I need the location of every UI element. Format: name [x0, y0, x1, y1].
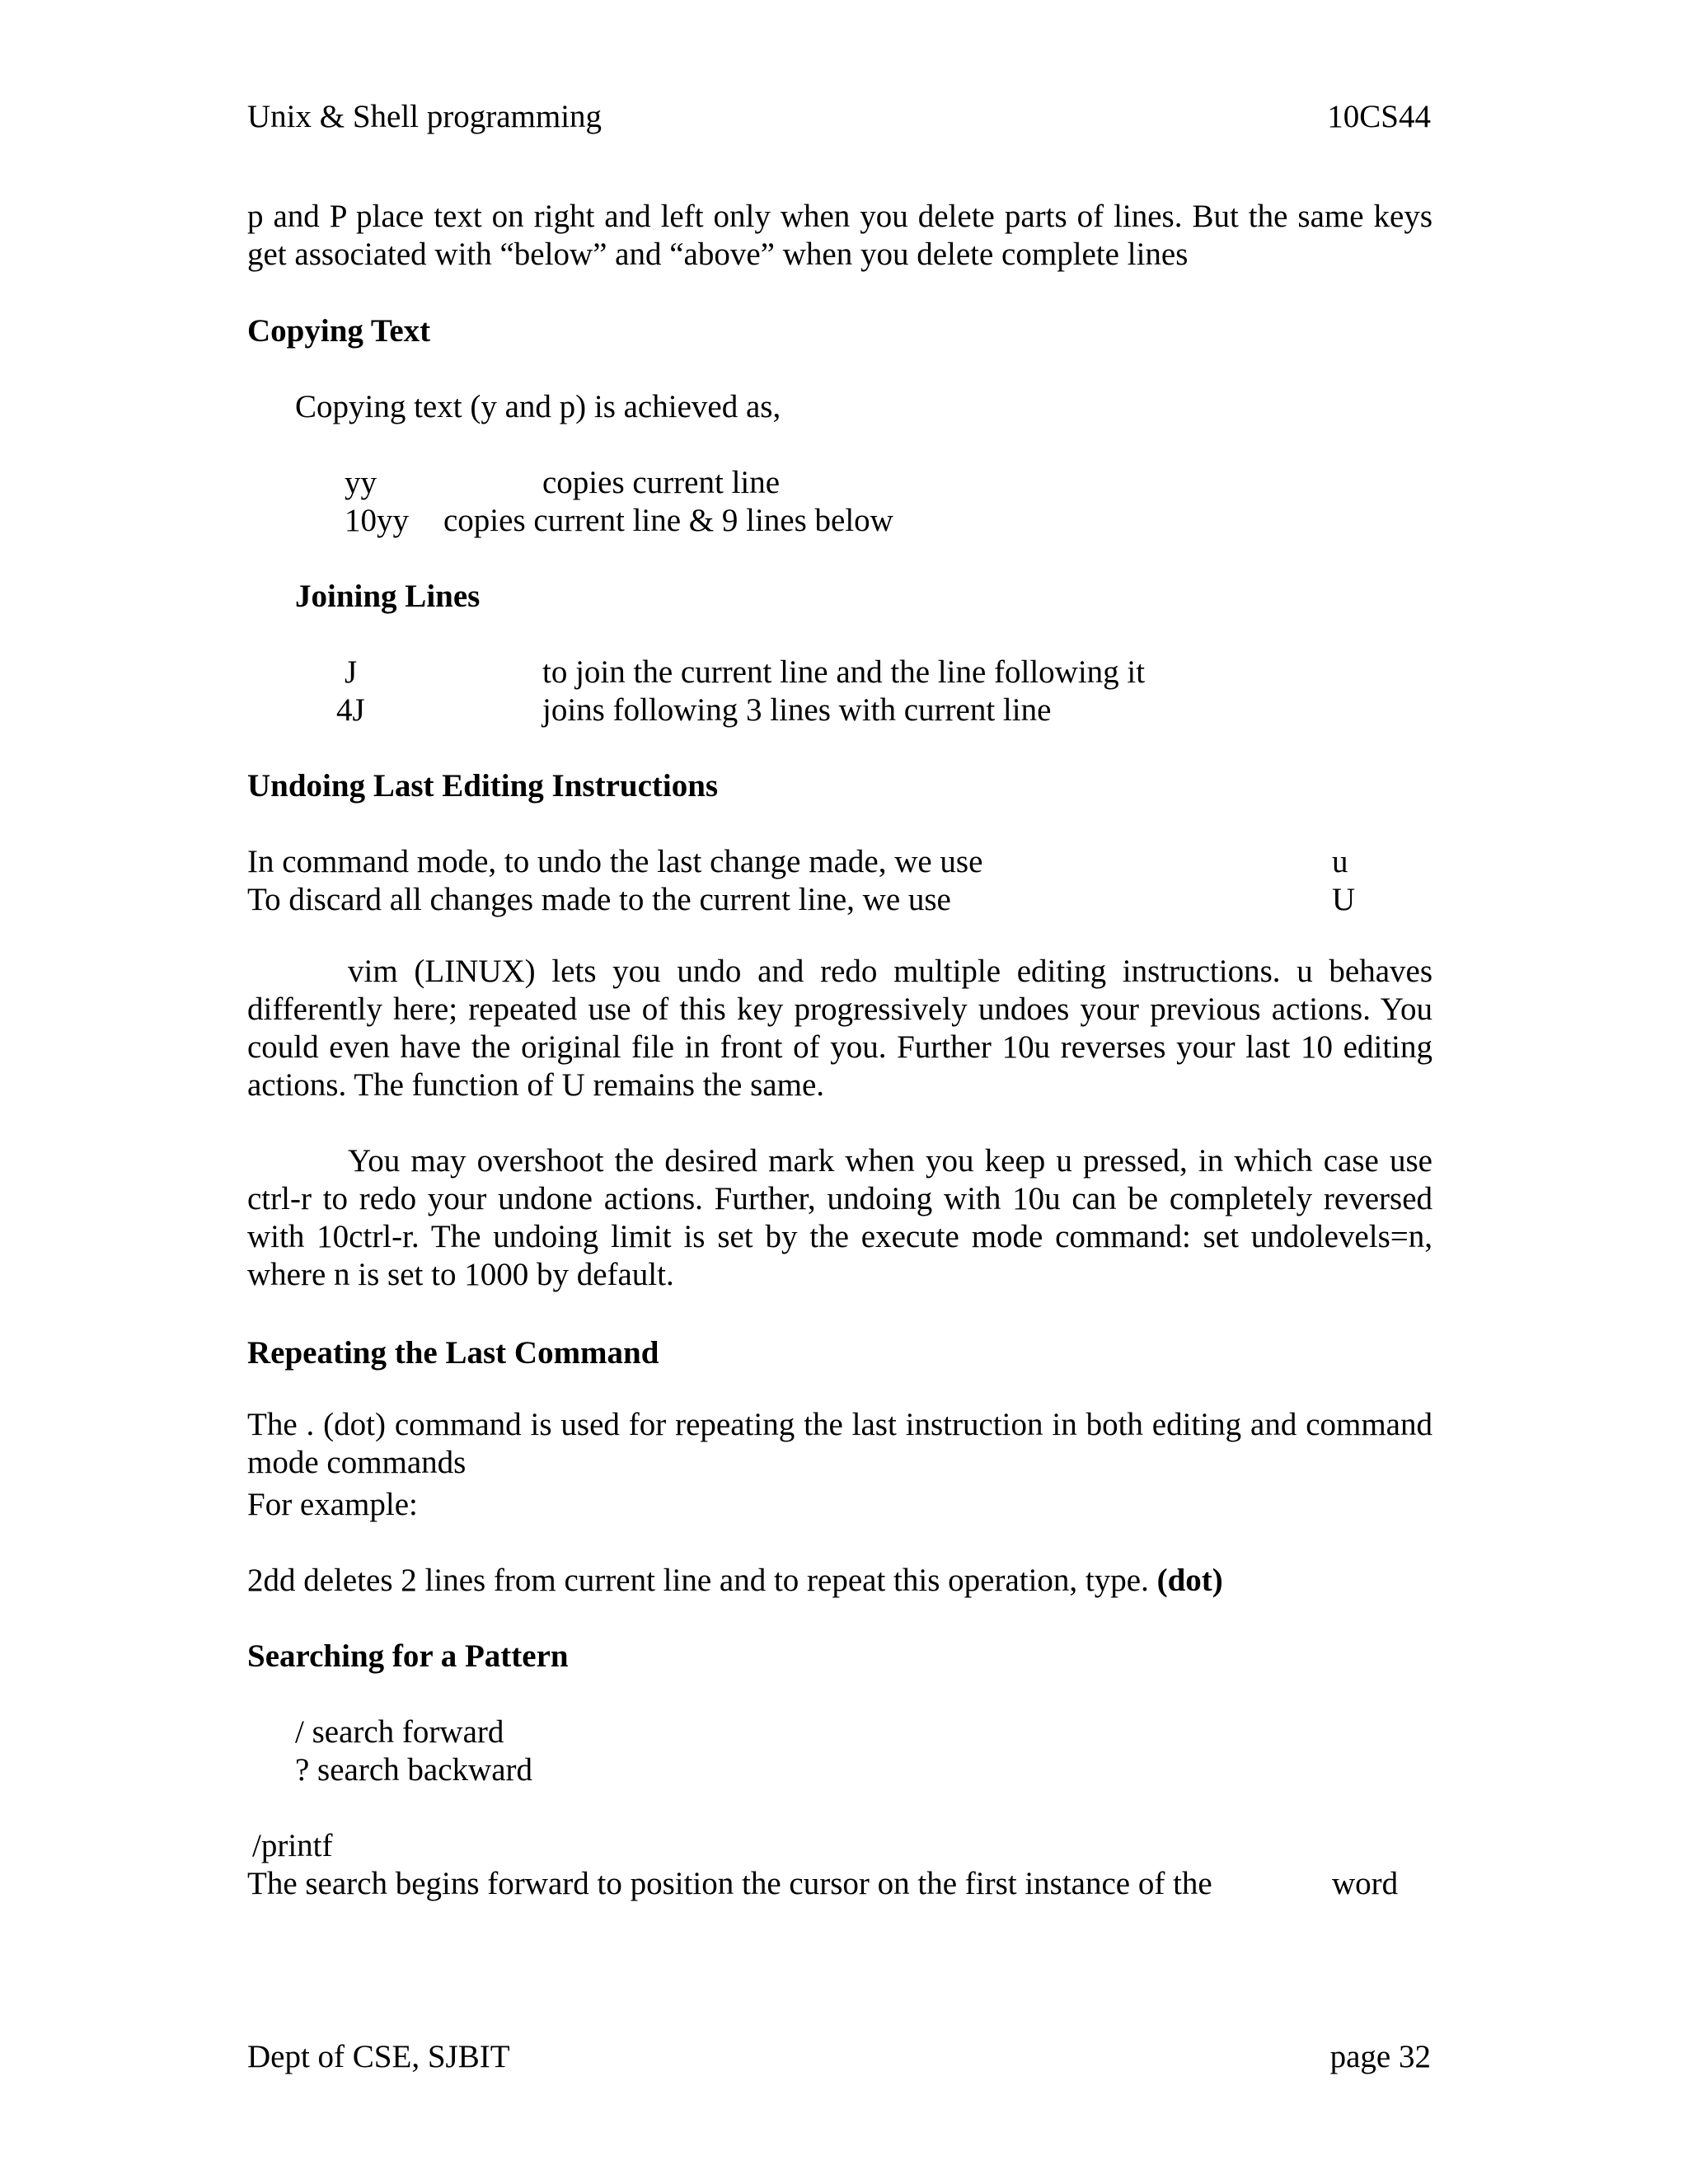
undo-row-text: In command mode, to undo the last change made, we use — [247, 844, 983, 879]
copying-lead: Copying text (y and p) is achieved as, — [295, 389, 781, 424]
section-heading-repeating: Repeating the Last Command — [247, 1335, 659, 1371]
command-key: 4J — [336, 692, 365, 728]
section-heading-undoing: Undoing Last Editing Instructions — [247, 768, 719, 804]
footer-department: Dept of CSE, SJBIT — [247, 2039, 510, 2074]
repeat-example-line — [247, 1564, 1223, 1596]
search-example-word: word — [1332, 1866, 1399, 1901]
undo-row-key: U — [1332, 882, 1356, 917]
section-heading-joining: Joining Lines — [295, 579, 481, 614]
command-desc: joins following 3 lines with current line — [542, 692, 1052, 728]
undo-paragraph-redo: You may overshoot the desired mark when you keep u pressed, in which case use ctrl-r to redo your undone actions. Further, undoing with 10u can be completely reversed with 10ctrl-r. The undoing limit is set by the execute mode command: set undolevels=n, where n is set to 1000 by default. — [247, 1143, 1432, 1292]
command-key: J — [345, 654, 358, 690]
search-item-forward: / search forward — [295, 1714, 504, 1750]
command-desc: to join the current line and the line following it — [542, 654, 1146, 690]
section-heading-copying: Copying Text — [247, 313, 431, 349]
command-key: yy — [345, 465, 377, 500]
example-label: For example: — [247, 1487, 418, 1522]
undo-row-key: u — [1332, 844, 1348, 879]
command-key: 10yy — [345, 503, 409, 538]
search-example-text: The search begins forward to position the cursor on the first instance of the — [247, 1866, 1212, 1901]
header-title: Unix & Shell programming — [247, 99, 603, 134]
intro-paragraph: p and P place text on right and left only when you delete parts of lines. But the same keys get associated with “below” and “above” when you delete complete lines — [247, 199, 1432, 272]
search-example-command: /printf — [252, 1828, 333, 1863]
section-heading-searching: Searching for a Pattern — [247, 1638, 569, 1674]
repeat-example-text: 2dd deletes 2 lines from current line and to repeat this operation, type. — [247, 1563, 1149, 1598]
repeat-example-dot: (dot) — [1156, 1563, 1223, 1598]
undo-row-text: To discard all changes made to the current line, we use — [247, 882, 951, 917]
repeating-paragraph: The . (dot) command is used for repeating the last instruction in both editing and command mode commands — [247, 1407, 1432, 1480]
command-desc: copies current line — [542, 465, 781, 500]
header-course-code: 10CS44 — [1327, 99, 1431, 134]
search-item-backward: ? search backward — [295, 1752, 532, 1788]
undo-paragraph-vim: vim (LINUX) lets you undo and redo multiple editing instructions. u behaves differently here; repeated use of this key progressively undoes your previous actions. You could even have the original file in front of you. Further 10u reverses your last 10 editing actions. The function of U remains the same. — [247, 954, 1432, 1103]
footer-page-number: page 32 — [1329, 2039, 1431, 2074]
command-desc: copies current line & 9 lines below — [443, 503, 893, 538]
